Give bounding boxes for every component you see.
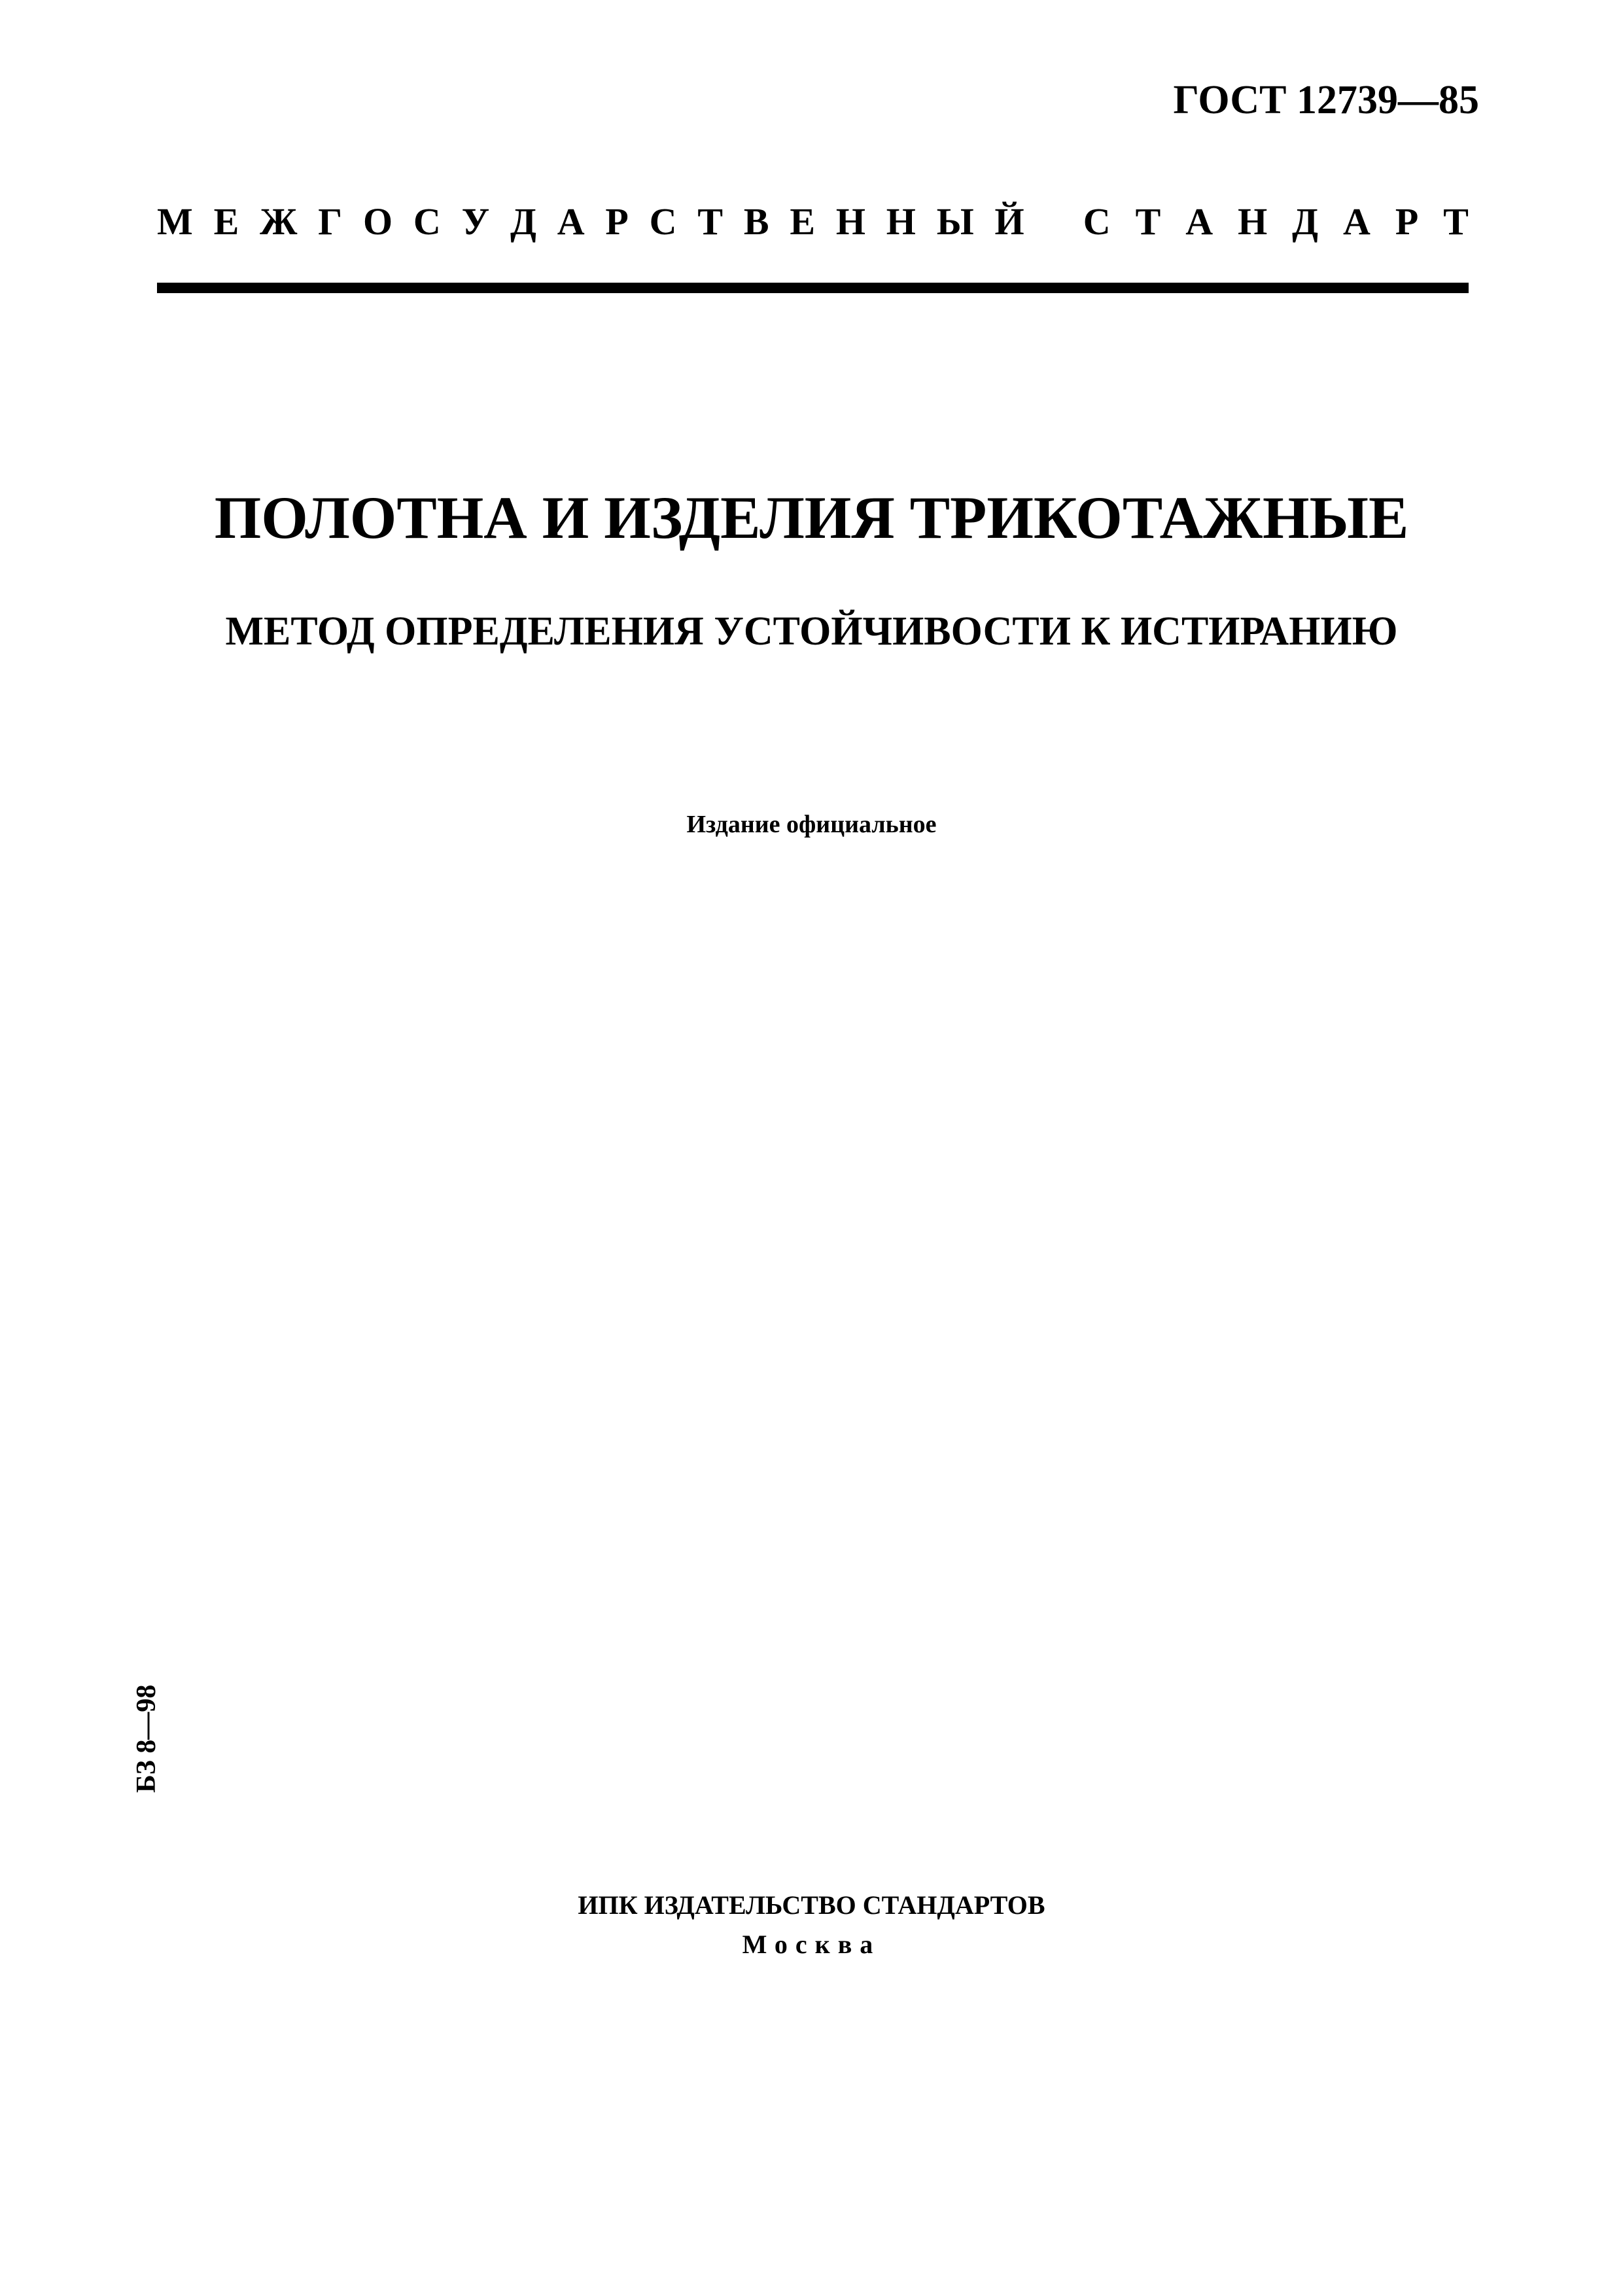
document-number: ГОСТ 12739—85	[1173, 78, 1479, 122]
standard-type-word: М Е Ж Г О С У Д А Р С Т В Е Н Н Ы Й	[157, 200, 1024, 243]
header-rule	[157, 283, 1469, 293]
publisher-city: Москва	[742, 1930, 881, 1959]
side-code: БЗ 8—98	[131, 1684, 162, 1793]
document-title: ПОЛОТНА И ИЗДЕЛИЯ ТРИКОТАЖНЫЕ	[214, 484, 1409, 551]
document-subtitle: МЕТОД ОПРЕДЕЛЕНИЯ УСТОЙЧИВОСТИ К ИСТИРАНИЮ	[225, 609, 1398, 654]
publisher-name: ИПК ИЗДАТЕЛЬСТВО СТАНДАРТОВ	[578, 1890, 1045, 1920]
edition-label: Издание официальное	[686, 811, 937, 838]
standard-type-heading	[157, 200, 1469, 243]
standard-type-word: С Т А Н Д А Р Т	[1083, 200, 1469, 243]
